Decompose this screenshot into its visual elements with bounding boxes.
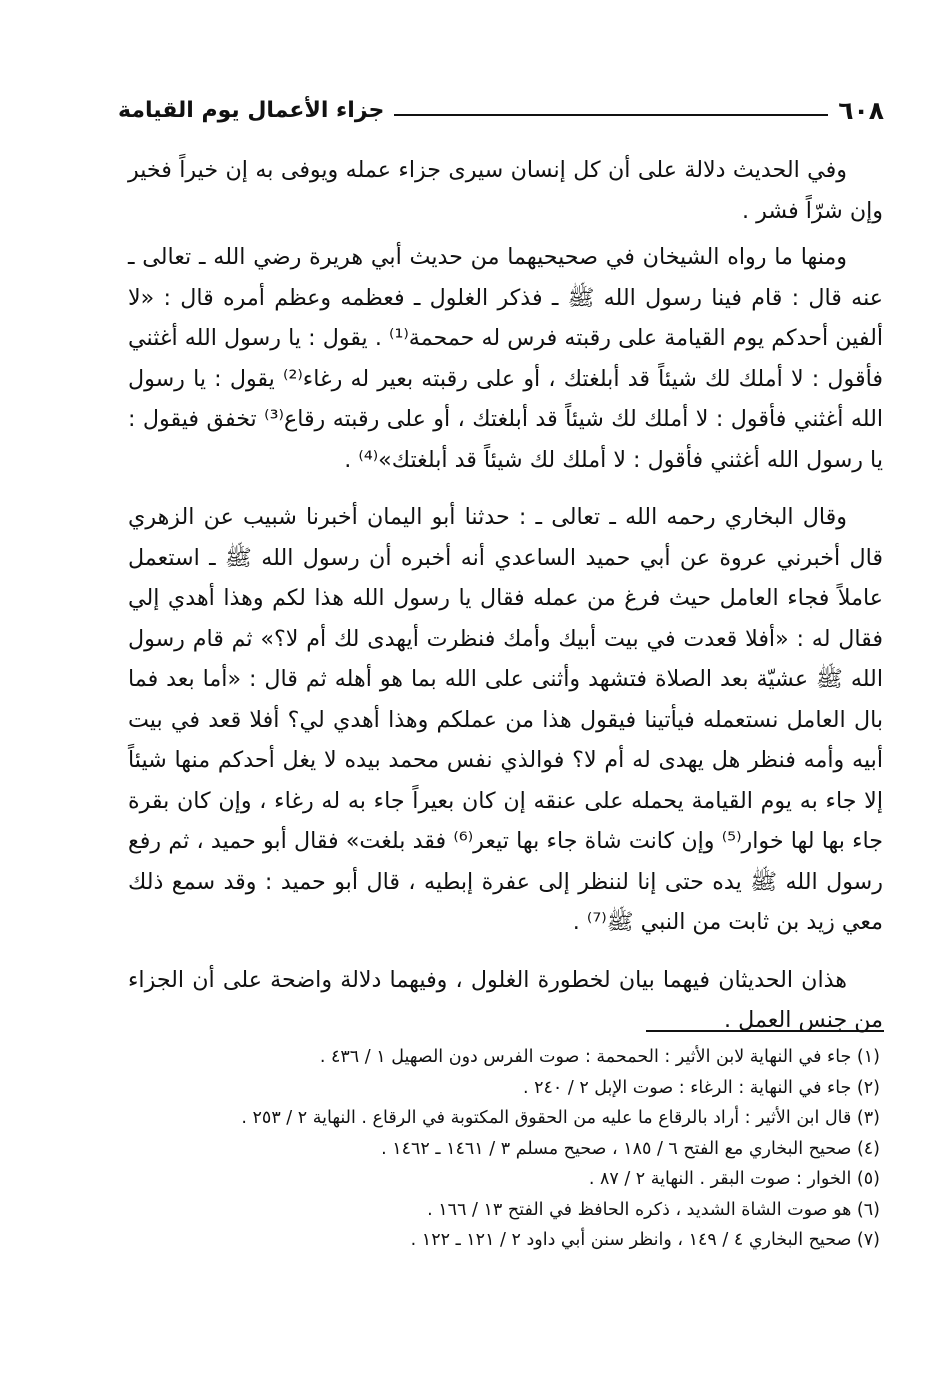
footnote: (٥) الخوار : صوت البقر . النهاية ٢ / ٨٧ . bbox=[588, 1169, 880, 1189]
paragraph: وفي الحديث دلالة على أن كل إنسان سيرى جزاء عمله ويوفى به إن خيراً فخير وإن شرّاً فشر . bbox=[128, 157, 883, 224]
page-number: ٦٠٨ bbox=[838, 95, 884, 125]
running-title: جزاء الأعمال يوم القيامة bbox=[118, 97, 385, 123]
main-text bbox=[128, 150, 883, 1058]
paragraph: هذان الحديثان فيهما بيان لخطورة الغلول ، وفيهما دلالة واضحة على أن الجزاء من جنس العمل . bbox=[128, 966, 883, 1033]
page-header bbox=[118, 90, 884, 130]
footnote: (٧) صحيح البخاري ٤ / ١٤٩ ، وانظر سنن أبي داود ٢ / ١٢١ ـ ١٢٢ . bbox=[410, 1230, 880, 1250]
paragraph: ومنها ما رواه الشيخان في صحيحيهما من حديث أبي هريرة رضي الله ـ تعالى ـ عنه قال : قام فينا رسول الله ﷺ ـ فذكر الغلول ـ فعظمه وعظم أمره قال : «لا ألفين أحدكم يوم القيامة على رقبته فرس له حمحمة⁽¹⁾ . يقول : يا رسول الله أغثني فأقول : لا أملك لك شيئاً قد أبلغتك ، أو على رقبته بعير له رغاء⁽²⁾ يقول : يا رسول الله أغثني فأقول : لا أملك لك شيئاً قد أبلغتك ، أو على رقبته رقاع⁽³⁾ تخفق فيقول : يا رسول الله أغثني فأقول : لا أملك لك شيئاً قد أبلغتك»⁽⁴⁾ . bbox=[128, 244, 884, 473]
footnote-separator bbox=[646, 1030, 884, 1032]
footnote: (١) جاء في النهاية لابن الأثير : الحمحمة : صوت الفرس دون الصهيل ١ / ٤٣٦ . bbox=[319, 1047, 880, 1067]
footnote: (٦) هو صوت الشاة الشديد ، ذكره الحافظ في الفتح ١٣ / ١٦٦ . bbox=[427, 1199, 880, 1220]
paragraph: وقال البخاري رحمه الله ـ تعالى ـ : حدثنا أبو اليمان أخبرنا شبيب عن الزهري قال أخبرني عروة عن أبي حميد الساعدي أنه أخبره أن رسول الله ﷺ ـ استعمل عاملاً فجاء العامل حيث فرغ من عمله فقال يا رسول الله هذا لكم وهذا أهدي إلي فقال له : «أفلا قعدت في بيت أبيك وأمك فنظرت أيهدى لك أم لا؟» ثم قام رسول الله ﷺ عشيّة بعد الصلاة فتشهد وأثنى على الله بما هو أهله ثم قال : «أما بعد فما بال العامل نستعمله فيأتينا فيقول هذا من عملكم وهذا أهدي لي؟ أفلا قعد في بيت أبيه وأمه فنظر هل يهدى له أم لا؟ فوالذي نفس محمد بيده لا يغل أحدكم منها شيئاً إلا جاء به يوم القيامة يحمله على عنقه إن كان بعيراً جاء به له رغاء ، وإن كان بقرة جاء بها لها خوار⁽⁵⁾ وإن كانت شاة جاء بها تيعر⁽⁶⁾ فقد بلغت» فقال أبو حميد ، ثم رفع رسول الله ﷺ يده حتى إنا لننظر إلى عفرة إبطيه ، قال أبو حميد : وقد سمع ذلك معي زيد بن ثابت من النبي ﷺ⁽⁷⁾ . bbox=[128, 504, 884, 935]
footnote: (٤) صحيح البخاري مع الفتح ٦ / ١٨٥ ، صحيح مسلم ٣ / ١٤٦١ ـ ١٤٦٢ . bbox=[381, 1138, 880, 1159]
footnotes-list bbox=[200, 1042, 884, 1256]
footnote: (٣) قال ابن الأثير : أراد بالرقاع ما عليه من الحقوق المكتوبة في الرقاع . النهاية ٢ / ٢٥٣ . bbox=[241, 1108, 880, 1128]
footnote: (٢) جاء في النهاية : الرغاء : صوت الإبل ٢ / ٢٤٠ . bbox=[522, 1077, 880, 1098]
header-rule bbox=[394, 114, 828, 116]
